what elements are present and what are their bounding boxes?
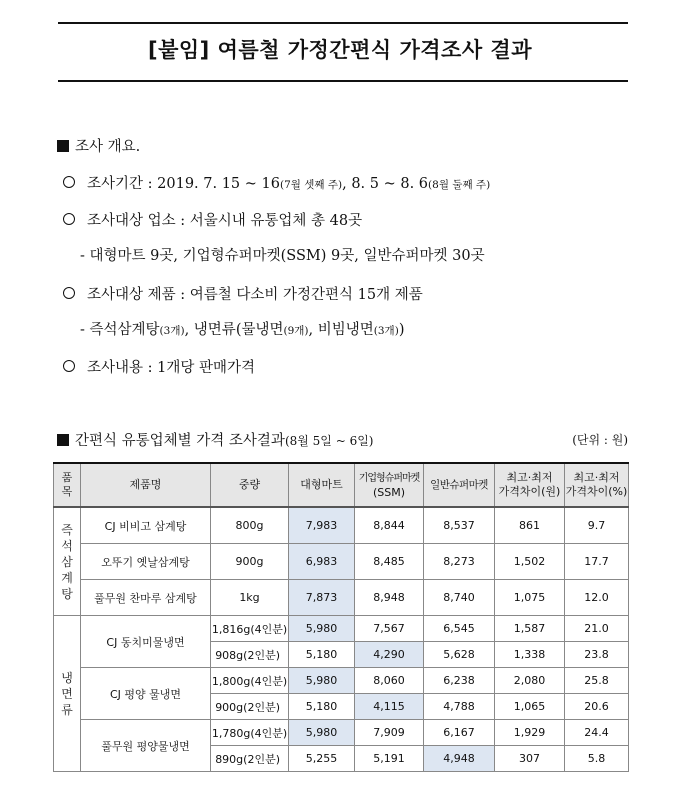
cell-diff-pct: 17.7 <box>565 544 629 580</box>
cell-diff-pct: 21.0 <box>565 616 629 642</box>
cell-diff-pct: 9.7 <box>565 507 629 544</box>
cell-ssm: 7,567 <box>355 616 424 642</box>
cell-weight: 800g <box>211 507 289 544</box>
cell-super: 8,537 <box>424 507 495 544</box>
table-header-row <box>54 463 629 507</box>
cell-weight: 890g(2인분) <box>211 746 289 772</box>
cell-super: 6,167 <box>424 720 495 746</box>
circle-bullet-icon <box>63 360 75 372</box>
cell-mart: 5,255 <box>289 746 355 772</box>
cell-ssm: 4,115 <box>355 694 424 720</box>
table-row <box>54 616 629 642</box>
cell-diff-pct: 24.4 <box>565 720 629 746</box>
cell-diff-won: 2,080 <box>495 668 565 694</box>
cell-ssm: 5,191 <box>355 746 424 772</box>
header-product: 제품명 <box>81 463 211 507</box>
header-category: 품 목 <box>54 463 81 507</box>
category-samgyetang: 즉 석 삼 계 탕 <box>54 507 81 616</box>
cell-mart: 5,980 <box>289 720 355 746</box>
table-row <box>54 580 629 616</box>
cell-diff-won: 1,075 <box>495 580 565 616</box>
cell-product: CJ 비비고 삼계탕 <box>81 507 211 544</box>
table-row <box>54 720 629 746</box>
target-products-detail: - 즉석삼계탕(3개), 냉면류(물냉면(9개), 비빔냉면(3개)) <box>80 322 405 338</box>
cell-product: 풀무원 찬마루 삼계탕 <box>81 580 211 616</box>
cell-ssm: 7,909 <box>355 720 424 746</box>
title-bottom-rule <box>58 80 628 82</box>
cell-product: CJ 평양 물냉면 <box>81 668 211 720</box>
cell-diff-won: 1,587 <box>495 616 565 642</box>
cell-weight: 1kg <box>211 580 289 616</box>
cell-ssm: 8,060 <box>355 668 424 694</box>
circle-bullet-icon <box>63 176 75 188</box>
page-title: [붙임] 여름철 가정간편식 가격조사 결과 <box>147 38 532 62</box>
cell-weight: 908g(2인분) <box>211 642 289 668</box>
overview-heading: 조사 개요. <box>57 135 140 156</box>
cell-mart: 7,873 <box>289 580 355 616</box>
cell-weight: 900g(2인분) <box>211 694 289 720</box>
cell-weight: 1,780g(4인분) <box>211 720 289 746</box>
category-naengmyeon: 냉 면 류 <box>54 616 81 772</box>
cell-mart: 6,983 <box>289 544 355 580</box>
content-line: 조사내용 : 1개당 판매가격 <box>63 356 255 377</box>
cell-diff-won: 1,929 <box>495 720 565 746</box>
cell-mart: 5,980 <box>289 668 355 694</box>
cell-product: 오뚜기 옛날삼계탕 <box>81 544 211 580</box>
cell-product: 풀무원 평양물냉면 <box>81 720 211 772</box>
table-row <box>54 507 629 544</box>
cell-diff-won: 1,065 <box>495 694 565 720</box>
cell-ssm: 4,290 <box>355 642 424 668</box>
cell-weight: 900g <box>211 544 289 580</box>
header-super: 일반슈퍼마켓 <box>424 463 495 507</box>
cell-super: 4,948 <box>424 746 495 772</box>
price-table <box>53 462 629 772</box>
circle-bullet-icon <box>63 213 75 225</box>
cell-diff-pct: 20.6 <box>565 694 629 720</box>
cell-diff-won: 1,502 <box>495 544 565 580</box>
cell-ssm: 8,844 <box>355 507 424 544</box>
cell-super: 5,628 <box>424 642 495 668</box>
header-diff-won: 최고·최저 가격차이(원) <box>495 463 565 507</box>
cell-weight: 1,816g(4인분) <box>211 616 289 642</box>
cell-diff-won: 1,338 <box>495 642 565 668</box>
cell-weight: 1,800g(4인분) <box>211 668 289 694</box>
header-ssm: 기업형슈퍼마켓 (SSM) <box>355 463 424 507</box>
cell-diff-pct: 23.8 <box>565 642 629 668</box>
target-stores-detail: - 대형마트 9곳, 기업형슈퍼마켓(SSM) 9곳, 일반슈퍼마켓 30곳 <box>80 248 485 264</box>
table-row <box>54 668 629 694</box>
unit-label: (단위 : 원) <box>572 433 628 447</box>
cell-super: 8,273 <box>424 544 495 580</box>
cell-mart: 5,980 <box>289 616 355 642</box>
cell-super: 6,238 <box>424 668 495 694</box>
table-row <box>54 544 629 580</box>
cell-diff-pct: 25.8 <box>565 668 629 694</box>
cell-diff-won: 861 <box>495 507 565 544</box>
target-products-line: 조사대상 제품 : 여름철 다소비 가정간편식 15개 제품 <box>63 283 423 304</box>
cell-ssm: 8,485 <box>355 544 424 580</box>
cell-mart: 5,180 <box>289 642 355 668</box>
header-diff-pct: 최고·최저 가격차이(%) <box>565 463 629 507</box>
cell-diff-won: 307 <box>495 746 565 772</box>
cell-diff-pct: 12.0 <box>565 580 629 616</box>
period-line: 조사기간 : 2019. 7. 15 ~ 16(7월 셋째 주), 8. 5 ~ 8. 6(8월 둘째 주) <box>63 172 490 193</box>
cell-product: CJ 동치미물냉면 <box>81 616 211 668</box>
circle-bullet-icon <box>63 287 75 299</box>
header-weight: 중량 <box>211 463 289 507</box>
cell-super: 4,788 <box>424 694 495 720</box>
cell-ssm: 8,948 <box>355 580 424 616</box>
square-bullet-icon <box>57 434 69 446</box>
target-stores-line: 조사대상 업소 : 서울시내 유통업체 총 48곳 <box>63 209 362 230</box>
cell-super: 8,740 <box>424 580 495 616</box>
title-top-rule <box>58 22 628 24</box>
header-mart: 대형마트 <box>289 463 355 507</box>
cell-mart: 7,983 <box>289 507 355 544</box>
square-bullet-icon <box>57 140 69 152</box>
section2-heading: 간편식 유통업체별 가격 조사결과(8월 5일 ~ 6일) <box>57 429 373 450</box>
cell-mart: 5,180 <box>289 694 355 720</box>
cell-super: 6,545 <box>424 616 495 642</box>
cell-diff-pct: 5.8 <box>565 746 629 772</box>
